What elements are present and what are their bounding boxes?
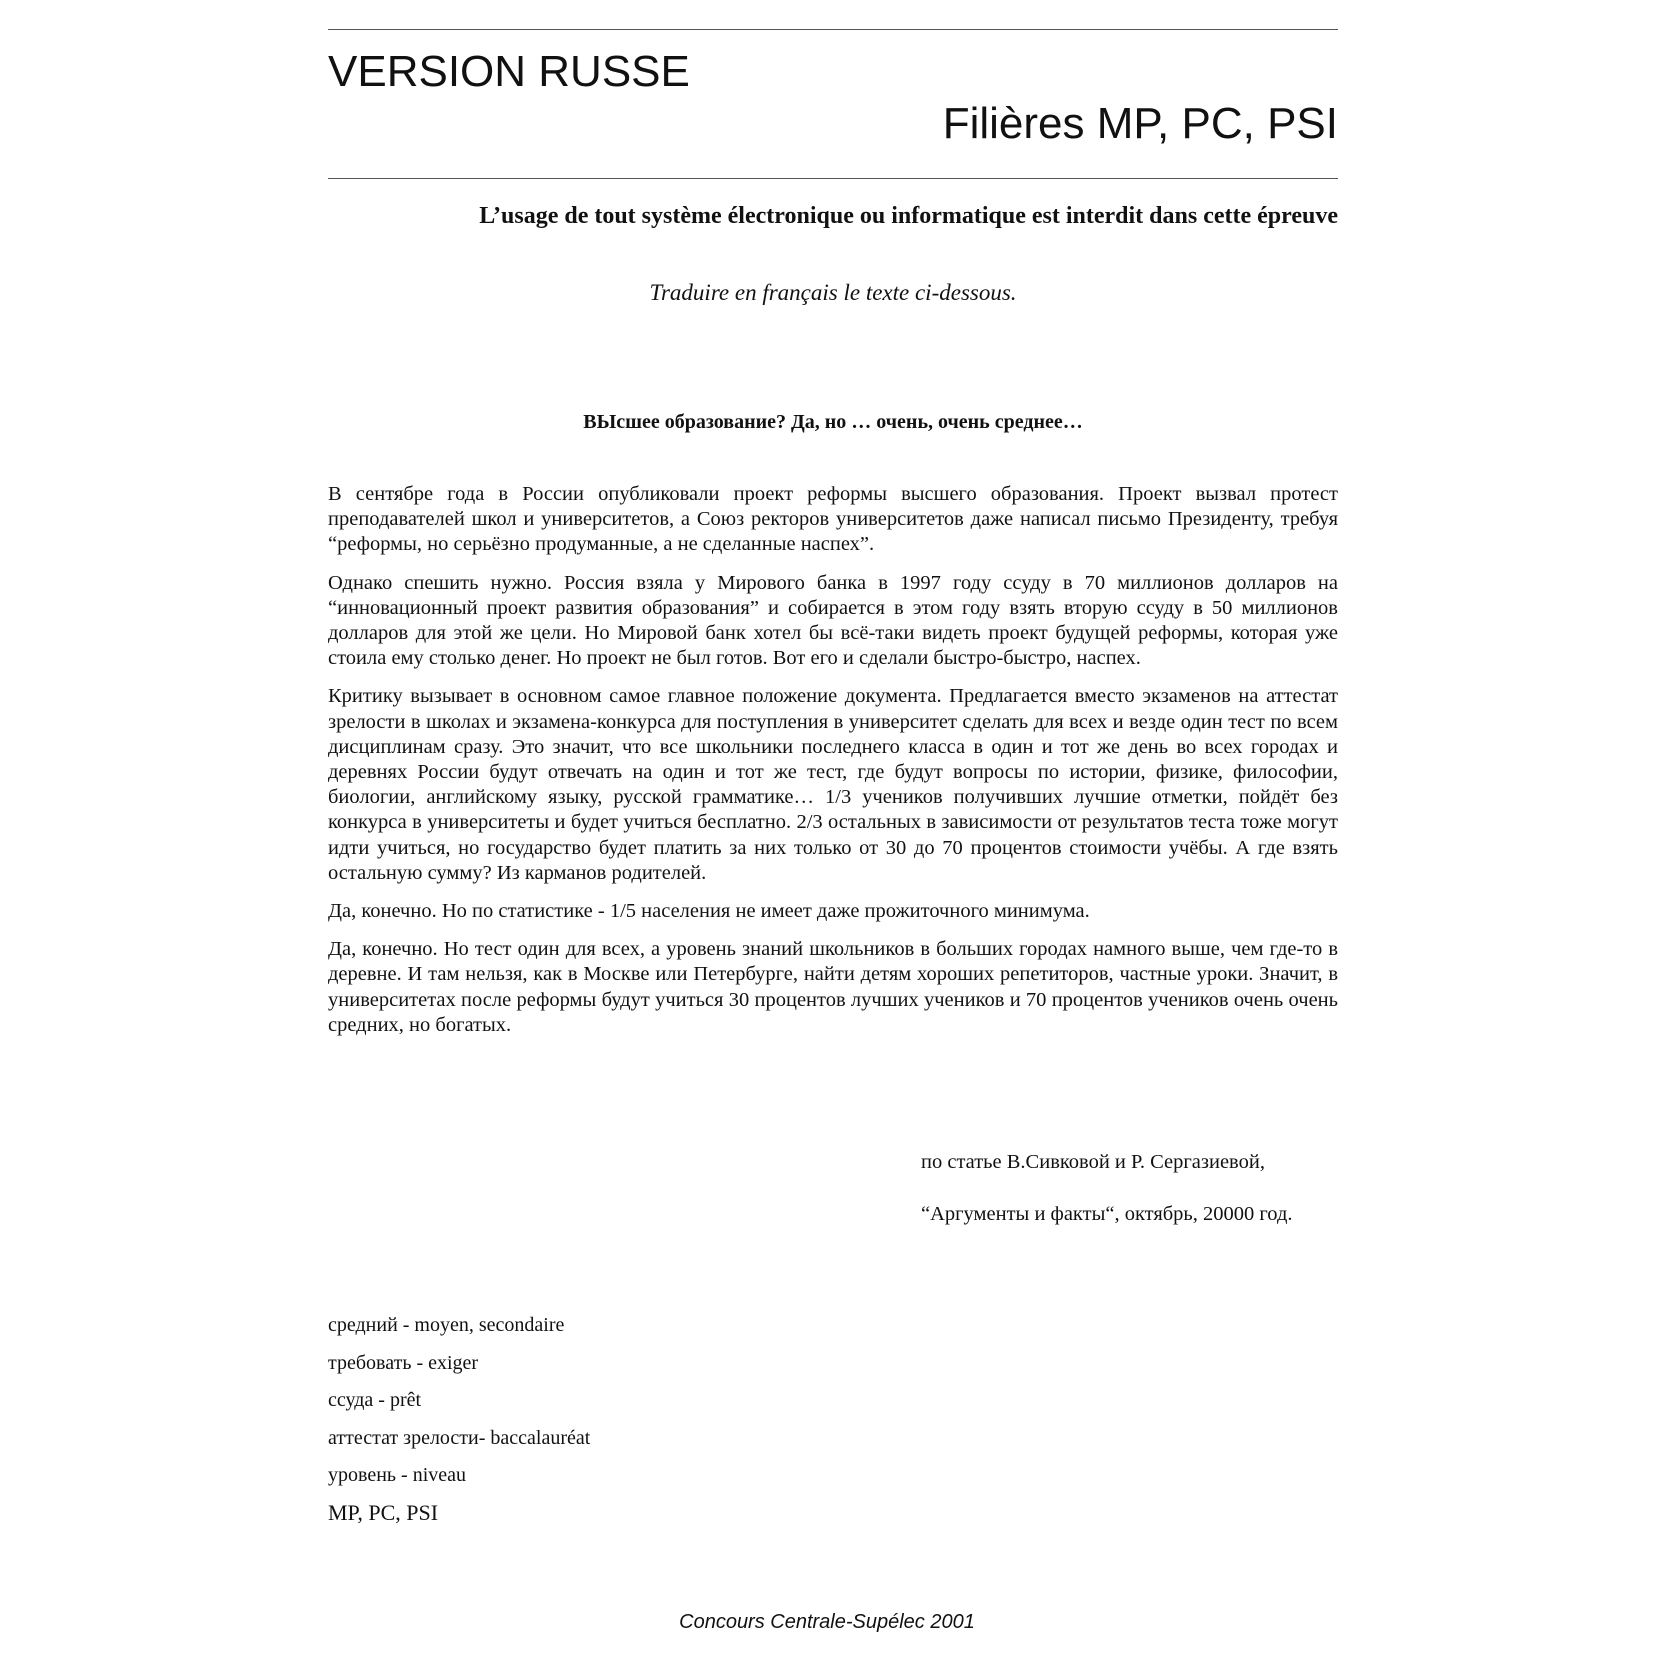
article-paragraph: В сентябре года в России опубликовали проект реформы высшего образования. Проект вызвал протест преподавателей школ и университетов, а Союз ректоров университетов даже написал письмо Президенту, требуя “реформы, но серьёзно продуманные, а не сделанные наспех”. — [328, 483, 1338, 556]
header-rule — [328, 178, 1338, 179]
article-paragraph: Да, конечно. Но по статистике - 1/5 населения не имеет даже прожиточного минимума. — [328, 900, 1090, 923]
streams-title: Filières MP, PC, PSI — [942, 99, 1338, 148]
glossary-item: ссуда - prêt — [328, 1389, 422, 1411]
article-paragraph: Критику вызывает в основном самое главное положение документа. Предлагается вместо экзаменов на аттестат зрелости в школах и экзамена-конкурса для поступления в университет сделать для всех и везде один тест по всем дисциплинам сразу. Это значит, что все школьники последнего класса в один и тот же день во всех городах и деревнях России будут отвечать на один и тот же тест, где будут вопросы по истории, физике, философии, биологии, английскому языку, русской грамматике… 1/3 учеников получивших лучшие отметки, пойдёт без конкурса в университеты и будет учиться бесплатно. 2/3 остальных в зависимости от результатов теста тоже могут идти учиться, но государство будет платить за них только от 30 до 70 процентов стоимости учёбы. А где взять остальную сумму? Из карманов родителей. — [328, 685, 1338, 884]
source-author: по статье В.Сивковой и Р. Сергазиевой, — [921, 1151, 1265, 1173]
translation-instruction: Traduire en français le texte ci-dessous. — [649, 280, 1017, 305]
streams-tag: MP, PC, PSI — [328, 1500, 439, 1525]
article-body — [328, 482, 1338, 1051]
glossary — [328, 1311, 590, 1499]
glossary-item: уровень - niveau — [328, 1464, 466, 1486]
article-paragraph: Однако спешить нужно. Россия взяла у Мирового банка в 1997 году ссуду в 70 миллионов долларов на “инновационный проект развития образования” и собирается в этом году взять вторую ссуду в 50 миллионов долларов для этой же цели. Но Мировой банк хотел бы всё-таки видеть проект будущей реформы, которая уже стоила ему столько денег. Но проект не был готов. Вот его и сделали быстро-быстро, наспех. — [328, 571, 1338, 670]
electronics-warning: L’usage de tout système électronique ou informatique est interdit dans cette épreuve — [479, 203, 1338, 229]
top-rule — [328, 29, 1338, 30]
article-paragraph: Да, конечно. Но тест один для всех, а уровень знаний школьников в больших городах намного выше, чем где-то в деревне. И там нельзя, как в Москве или Петербурге, найти детям хороших репетиторов, частные уроки. Значит, в университетах после реформы будут учиться 30 процентов лучших учеников и 70 процентов учеников очень очень средних, но богатых. — [328, 938, 1338, 1036]
glossary-item: средний - moyen, secondaire — [328, 1314, 565, 1336]
glossary-item: требовать - exiger — [328, 1351, 479, 1374]
source-publication: “Аргументы и факты“, октябрь, 20000 год. — [921, 1203, 1293, 1225]
subject-title: VERSION RUSSE — [328, 47, 690, 96]
glossary-item: аттестат зрелости- baccalauréat — [328, 1426, 591, 1449]
page-footer: Concours Centrale-Supélec 2001 — [679, 1611, 975, 1633]
article-title: ВЫсшее образование? Да, но … очень, очень среднее… — [583, 411, 1083, 433]
